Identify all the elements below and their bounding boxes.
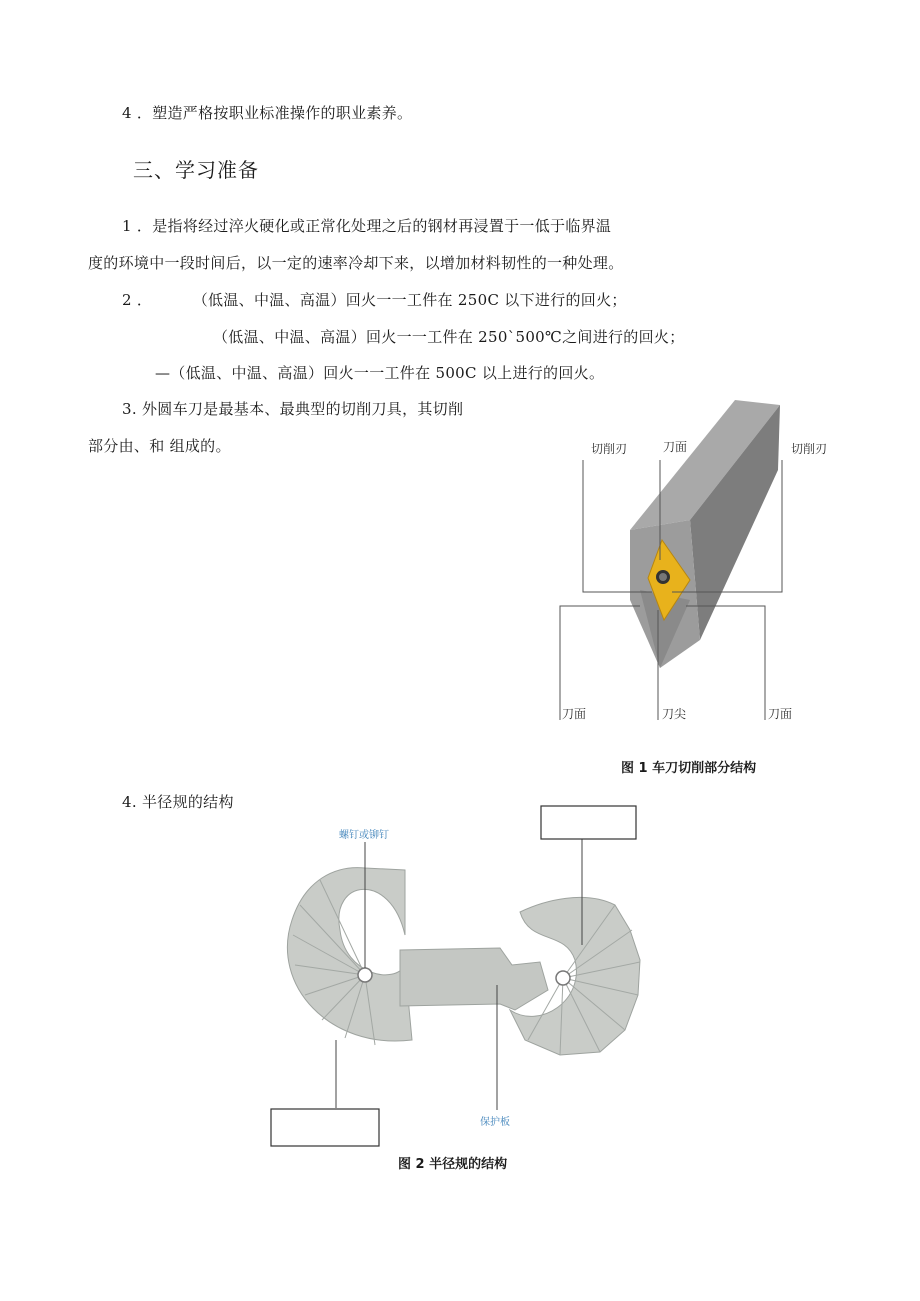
left-pivot-screw-icon bbox=[358, 968, 372, 982]
q2-line2: （低温、中温、高温）回火一一工件在 250`500℃之间进行的回火； bbox=[213, 328, 685, 346]
figure2-caption: 图 2 半径规的结构 bbox=[398, 1157, 508, 1172]
protective-plate bbox=[400, 948, 548, 1010]
label-face-bottom-right: 刀面 bbox=[768, 707, 793, 721]
label-cutting-edge-right: 切削刃 bbox=[791, 442, 828, 456]
q4-line1: 4. 半径规的结构 bbox=[122, 793, 234, 811]
answer-box-top-right[interactable] bbox=[541, 806, 636, 839]
section-heading: 三、学习准备 bbox=[133, 158, 259, 182]
figure2-illustration bbox=[271, 806, 640, 1146]
q3-line2: 部分由、和 组成的。 bbox=[88, 437, 231, 455]
label-tool-tip: 刀尖 bbox=[662, 707, 687, 721]
right-pivot-screw-icon bbox=[556, 971, 570, 985]
objective-item-4: 4 ．塑造严格按职业标准操作的职业素养。 bbox=[122, 104, 413, 122]
label-screw: 螺钉或铆钉 bbox=[339, 830, 389, 841]
q1-line1: 1 ．是指将经过淬火硬化或正常化处理之后的钢材再浸置于一低于临界温 bbox=[122, 217, 612, 235]
q3-line1: 3. 外圆车刀是最基本、最典型的切削刀具，其切削 bbox=[122, 400, 464, 418]
q2-line1: 2 ． （低温、中温、高温）回火一一工件在 250C 以下进行的回火； bbox=[122, 291, 627, 309]
label-face-top: 刀面 bbox=[663, 440, 688, 454]
q2-line3: —（低温、中温、高温）回火一一工件在 500C 以上进行的回火。 bbox=[155, 364, 605, 382]
q1-line2: 度的环境中一段时间后，以一定的速率冷却下来，以增加材料韧性的一种处理。 bbox=[88, 254, 624, 272]
label-cutting-edge-left: 切削刃 bbox=[591, 442, 628, 456]
answer-box-bottom-left[interactable] bbox=[271, 1109, 379, 1146]
figure1-caption: 图 1 车刀切削部分结构 bbox=[621, 761, 757, 776]
left-blade-fan bbox=[287, 868, 412, 1041]
label-face-bottom-left: 刀面 bbox=[562, 707, 587, 721]
label-protective-plate: 保护板 bbox=[480, 1117, 510, 1128]
